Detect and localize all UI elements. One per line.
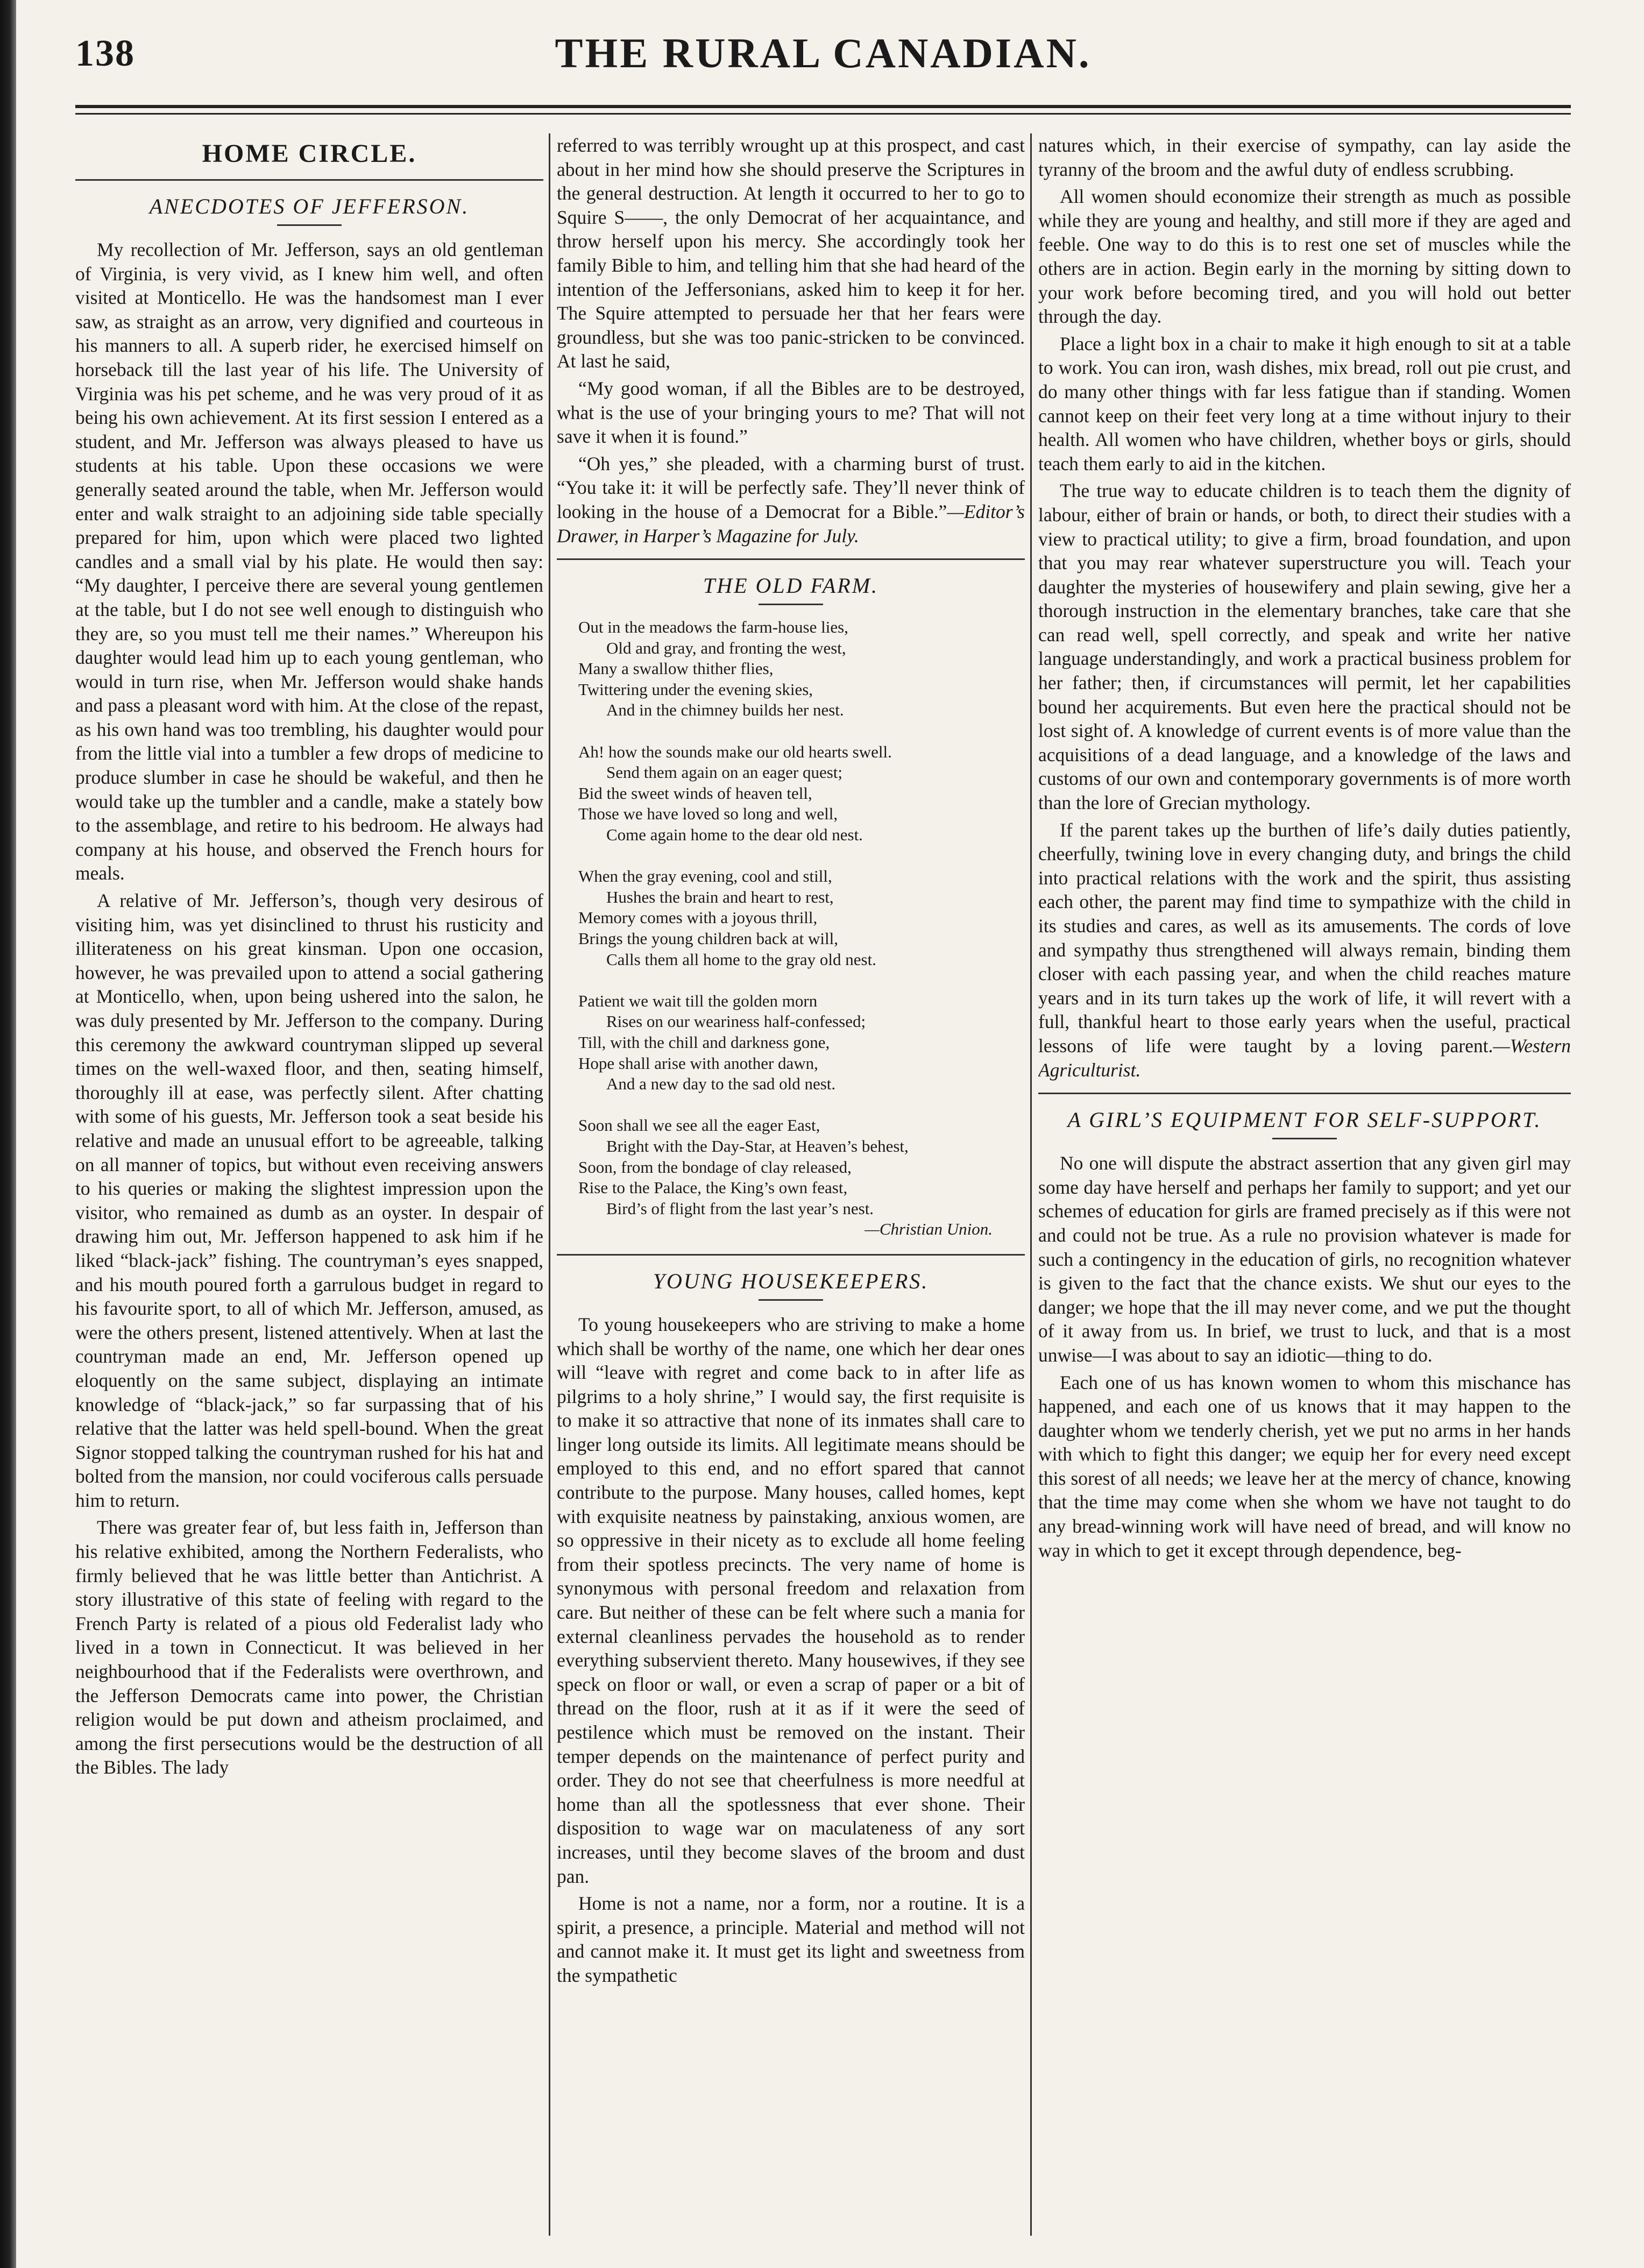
- poem-line: Ah! how the sounds make our old hearts swell.: [578, 742, 892, 761]
- paragraph: Place a light box in a chair to make it high enough to sit at a table to work. You can iron, wash dishes, mix bread, roll out pie crust, and do many other things with far less fatigue than if standing. Women cannot keep on their feet very long at a time without injury to their health. All women who have children, whether boys or girls, should teach them early to aid in the kitchen.: [1038, 332, 1571, 474]
- poem-line: Bright with the Day-Star, at Heaven’s behest,: [606, 1136, 909, 1156]
- paragraph: Each one of us has known women to whom this mischance has happened, and each one of us knows that it may happen to the daughter whom we tenderly cherish, yet we put no arms in her hands with which to fight this danger; we equip her for every need except this sorest of all needs; we leave her at the mercy of chance, knowing that the time may come when she whom we have not taught to do any bread-winning work will have need of bread, and will know no way in which to get it except through dependence, beg-: [1038, 1371, 1571, 1561]
- header-rule-thin: [75, 113, 1571, 115]
- paragraph: referred to was terribly wrought up at this prospect, and cast about in her mind how she should preserve the Scriptures in the general destruction. At length it occurred to her to go to Squire S——, the only Democrat of her acquaintance, and throw herself upon his mercy. She accordingly took her family Bible to him, and telling him that she had heard of the intention of the Jeffersonians, asked him to keep it for her. The Squire attempted to persuade her that her fears were groundless, but she was too panic-stricken to be convinced. At last he said,: [557, 134, 1025, 372]
- column-1: [75, 133, 543, 2236]
- poem-line: Patient we wait till the golden morn: [578, 991, 818, 1010]
- binding-edge: [0, 0, 16, 2268]
- attribution: —Editor’s Drawer, in Harper’s Magazine for July.: [557, 500, 1025, 547]
- poem: [557, 617, 1025, 1240]
- poem-line: Out in the meadows the farm-house lies,: [578, 618, 848, 637]
- page-header: [75, 22, 1571, 91]
- poem-line: Memory comes with a joyous thrill,: [578, 908, 818, 927]
- header-rule-thick: [75, 105, 1571, 108]
- article-rule: [557, 1254, 1025, 1256]
- poem-credit: —Christian Union.: [864, 1220, 993, 1239]
- article-title: A GIRL’S EQUIPMENT FOR SELF-SUPPORT.: [1067, 1108, 1542, 1132]
- paragraph: natures which, in their exercise of sympathy, can lay aside the tyranny of the broom and the awful duty of endless scrubbing.: [1038, 134, 1571, 180]
- paragraph: A relative of Mr. Jefferson’s, though very desirous of visiting him, was yet disinclined to thrust his rusticity and illiterateness on his great kinsman. Upon one occasion, however, he was prevailed upon to attend a social gathering at Monticello, when, upon being ushered into the salon, he was duly presented by Mr. Jefferson to the company. During this ceremony the awkward countryman slipped up several times on the well-waxed floor, and then, seating himself, thoroughly ill at ease, was perfectly silent. After chatting with some of his guests, Mr. Jefferson took a seat beside his relative and made an unusual effort to be agreeable, talking on all manner of topics, but without even receiving answers to his queries or making the slightest impression upon the visitor, who remained as dumb as an oyster. In despair of drawing him out, Mr. Jefferson happened to ask him if he liked “black-jack” fishing. The countryman’s eyes snapped, and his mouth poured forth a garrulous budget in regard to his favourite sport, to all of which Mr. Jefferson, amused, as were the others present, listened attentively. When at last the countryman made an end, Mr. Jefferson opened up eloquently on the same subject, displaying an intimate knowledge of “black-jack,” so far surpassing that of his relative that the latter was held spell-bound. When the great Signor stopped talking the countryman rushed for his hat and bolted from the mansion, nor could vociferous calls persuade him to return.: [75, 890, 543, 1511]
- poem-title: THE OLD FARM.: [703, 573, 879, 598]
- masthead: THE RURAL CANADIAN.: [555, 30, 1092, 76]
- column-divider: [549, 133, 550, 2236]
- paragraph: The true way to educate children is to teach them the dignity of labour, either of brain or hands, or both, to direct their studies with a view to practical utility; to give a firm, broad foundation, and upon that you may rear whatever superstructure you will. Teach your daughter the mysteries of housewifery and plain sewing, give her a thorough instruction in the elementary branches, take care that she can read well, spell correctly, and speak and write her native language understandingly, and work a practical business problem for her father; then, if circumstances will permit, let her capabilities bound her acquirements. But even here the practical should not be lost sight of. A knowledge of current events is of more value than the acquisitions of a dead language, and a knowledge of the laws and customs of our own and contemporary governments is of more worth than the lore of Grecian mythology.: [1038, 480, 1571, 814]
- article-title: YOUNG HOUSEKEEPERS.: [653, 1268, 929, 1293]
- poem-line: Bid the sweet winds of heaven tell,: [578, 783, 812, 803]
- article-title: ANECDOTES OF JEFFERSON.: [149, 194, 470, 218]
- poem-line: Soon, from the bondage of clay released,: [578, 1157, 852, 1176]
- poem-line: And in the chimney builds her nest.: [606, 700, 844, 720]
- poem-line: Soon shall we see all the eager East,: [578, 1116, 820, 1135]
- quote-text: “Oh yes,” she pleaded, with a charming burst of trust. “You take it: it will be perfectly safe. They’ll never think of looking in the house of a Democrat for a Bible.”: [557, 452, 1025, 522]
- poem-line: Rise to the Palace, the King’s own feast,: [578, 1178, 848, 1197]
- poem-line: Bird’s of flight from the last year’s nest.: [606, 1199, 874, 1218]
- column-3: [1038, 133, 1571, 2236]
- poem-line: Twittering under the evening skies,: [578, 679, 813, 699]
- column-2: [557, 133, 1025, 2236]
- poem-line: Come again home to the dear old nest.: [606, 825, 863, 845]
- article-rule: [1038, 1093, 1571, 1094]
- paragraph-text: If the parent takes up the burthen of life’s daily duties patiently, cheerfully, twining love in every changing duty, and brings the child into practical relations with the work and the spirit, thus assisting each other, the parent may find time to sympathize with the child in its studies and cares, as well as its amusements. The cords of love and sympathy thus strengthened will always remain, binding them closer with each passing year, and when the child reaches mature years and in its turn takes up the work of life, it will revert with a full, thankful heart to those early years when the useful, practical lessons of life were taught by a loving parent.: [1038, 819, 1571, 1057]
- poem-line: When the gray evening, cool and still,: [578, 867, 832, 886]
- poem-line: Till, with the chill and darkness gone,: [578, 1032, 830, 1052]
- article-rule: [557, 558, 1025, 560]
- section-rule: [75, 179, 543, 181]
- paragraph: “My good woman, if all the Bibles are to be destroyed, what is the use of your bringing yours to me? That will not save it when it is found.”: [557, 377, 1025, 448]
- paragraph: All women should economize their strength as much as possible while they are young and healthy, and still more if they are aged and feeble. One way to do this is to rest one set of muscles while the others are in action. Begin early in the morning by sitting down to your work before becoming tired, and you will hold out better through the day.: [1038, 186, 1571, 328]
- paragraph: There was greater fear of, but less faith in, Jefferson than his relative exhibited, among the Northern Federalists, who firmly believed that he was little better than Antichrist. A story illustrative of this state of feeling with regard to the French Party is related of a pious old Federalist lady who lived in a town in Connecticut. It was believed in her neighbourhood that if the Federalists were overthrown, and the Jefferson Democrats came into power, the Christian religion would be put down and atheism proclaimed, and among the first persecutions would be the destruction of all the Bibles. The lady: [75, 1516, 543, 1778]
- poem-line: Calls them all home to the gray old nest.: [606, 949, 876, 969]
- paragraph: To young housekeepers who are striving to make a home which shall be worthy of the name, one which her dear ones will “leave with regret and come back to in after life as pilgrims to a holy shrine,” I would say, the first requisite is to make it so attractive that none of its inmates shall care to linger long outside its limits. All legitimate means should be employed to this end, and no effort spared that cannot contribute to the purpose. Many houses, called homes, kept with exquisite neatness by painstaking, anxious women, are so oppressive in their nicety as to exclude all home feeling from their spotless precincts. The very name of home is synonymous with personal freedom and relaxation from care. But neither of these can be felt where such a mania for external cleanliness pervades the household as to render everything subservient thereto. Many housewives, if they see speck on floor or wall, or even a scrap of paper or a bit of thread on the floor, rush at it as if it were the seed of pestilence which must be removed on the instant. Their temper depends on the maintenance of perfect purity and order. They do not see that cheerfulness is more needful at home than all the spotlessness that ever shone. Their disposition to wage war on maculateness of any sort increases, until they become slaves of the broom and dust pan.: [557, 1313, 1025, 1887]
- poem-line: Many a swallow thither flies,: [578, 659, 774, 678]
- poem-line: Rises on our weariness half-confessed;: [606, 1012, 866, 1031]
- paragraph: No one will dispute the abstract assertion that any given girl may some day have herself and perhaps her family to support; and yet our schemes of education for girls are framed precisely as if this were not and could not be true. As a rule no provision whatever is made for such a contingency in the education of girls, no recognition whatever is given to the fact that the chance exists. We shut our eyes to the danger; we hope that the ill may never come, and we put the thought of it away from us. In brief, we trust to luck, and that is a most unwise—I was about to say an idiotic—thing to do.: [1038, 1152, 1571, 1366]
- poem-line: Hope shall arise with another dawn,: [578, 1053, 818, 1073]
- poem-line: Hushes the brain and heart to rest,: [606, 887, 834, 906]
- title-rule: [759, 1299, 823, 1301]
- paragraph: [1038, 818, 1571, 1082]
- title-rule: [759, 604, 823, 605]
- poem-line: And a new day to the sad old nest.: [606, 1074, 836, 1094]
- paragraph: Home is not a name, nor a form, nor a routine. It is a spirit, a presence, a principle. Material and method will not and cannot make it. It must get its light and sweetness from the sympathetic: [557, 1893, 1025, 1986]
- paragraph: My recollection of Mr. Jefferson, says an old gentleman of Virginia, is very vivid, as I knew him well, and often visited at Monticello. He was the handsomest man I ever saw, as straight as an arrow, very dignified and courteous in his manners to all. A superb rider, he exercised himself on horseback till the last year of his life. The University of Virginia was his pet scheme, and he was very proud of it as being his own achievement. At its first session I entered as a student, and Mr. Jefferson was always pleased to have us students at his table. Upon these occasions we were generally seated around the table, when Mr. Jefferson would enter and walk straight to an adjoining side table specially prepared for him, upon which were placed two lighted candles and a small vial by his plate. He would then say: “My daughter, I perceive there are several young gentlemen at the table, but I do not see well enough to distinguish who they are, so you must tell me their names.” Whereupon his daughter would lead him up to each young gentleman, who would in turn rise, when Mr. Jefferson would shake hands and pass a pleasant word with him. At the close of the repast, as his own hand was too trembling, his daughter would pour from the little vial into a tumbler a few drops of medicine to produce slumber in case he should be wakeful, and then he would take up the tumbler and a candle, make a stately bow to the assemblage, and retire to his bedroom. He always had company at his house, and observed the French hours for meals.: [75, 239, 543, 884]
- poem-line: Those we have loved so long and well,: [578, 804, 838, 824]
- column-divider: [1030, 133, 1032, 2236]
- poem-line: Old and gray, and fronting the west,: [606, 638, 846, 657]
- paragraph: [557, 452, 1025, 548]
- poem-line: Send them again on an eager quest;: [606, 763, 843, 782]
- title-rule: [277, 224, 342, 226]
- attribution: —Western Agriculturist.: [1038, 1034, 1571, 1081]
- page-number: 138: [75, 33, 135, 74]
- section-heading: HOME CIRCLE.: [202, 139, 417, 168]
- title-rule: [1272, 1138, 1337, 1139]
- poem-line: Brings the young children back at will,: [578, 929, 838, 948]
